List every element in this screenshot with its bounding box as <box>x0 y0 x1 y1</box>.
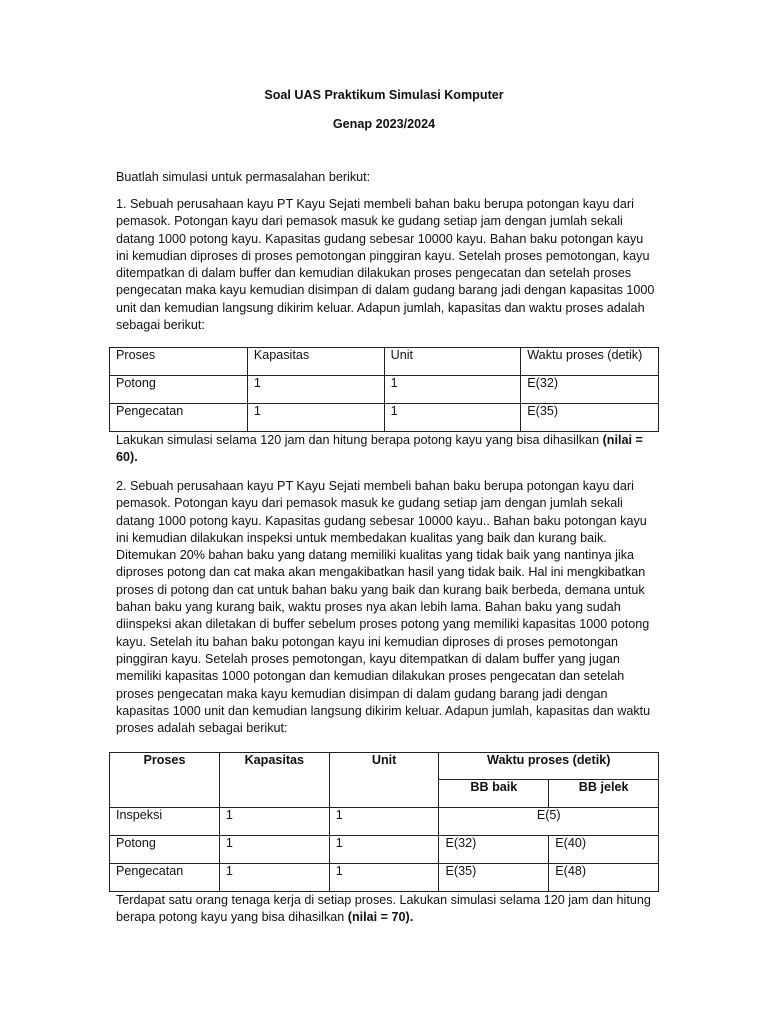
question-1-footer <box>116 432 658 467</box>
table-cell: 1 <box>329 836 439 864</box>
table-subheader-cell: BB baik <box>439 780 549 808</box>
table-cell: E(48) <box>549 864 659 892</box>
table-row <box>110 404 659 432</box>
table-cell: E(35) <box>521 404 659 432</box>
table-header-cell: Kapasitas <box>219 753 329 808</box>
table-cell: 1 <box>329 864 439 892</box>
table-cell: E(5) <box>439 808 659 836</box>
table-cell: 1 <box>219 836 329 864</box>
table-cell: 1 <box>384 404 521 432</box>
question-2-table <box>109 752 659 892</box>
table-cell: E(35) <box>439 864 549 892</box>
question-1-text: 1. Sebuah perusahaan kayu PT Kayu Sejati membeli bahan baku berupa potongan kayu dari pemasok. Potongan kayu dari pemasok masuk ke gudang setiap jam dengan jumlah sekali datang 1000 potong kayu. Kapasitas gudang sebesar 10000 kayu. Bahan baku potongan kayu ini kemudian diproses di proses pemotongan pinggiran kayu. Setelah proses pemotongan, kayu ditempatkan di dalam buffer dan kemudian dilakukan proses pengecatan dan setelah proses pengecatan maka kayu kemudian disimpan di dalam gudang barang jadi dengan kapasitas 1000 unit dan kemudian langsung dikirim keluar. Adapun jumlah, kapasitas dan waktu proses adalah sebagai berikut: <box>116 197 655 333</box>
table-cell: 1 <box>247 376 384 404</box>
table-cell: Inspeksi <box>110 808 220 836</box>
document-subtitle: Genap 2023/2024 <box>332 117 436 131</box>
question-1-table <box>109 347 659 432</box>
table-header-cell: Waktu proses (detik) <box>521 348 659 376</box>
table-cell: Potong <box>110 836 220 864</box>
question-2-footer <box>116 892 658 927</box>
table-header-cell: Unit <box>384 348 521 376</box>
table-cell: Pengecatan <box>110 404 248 432</box>
table-header-cell: Proses <box>110 753 220 808</box>
table-cell: 1 <box>384 376 521 404</box>
table-cell: 1 <box>247 404 384 432</box>
question-1-instruction: Lakukan simulasi selama 120 jam dan hitung berapa potong kayu yang bisa dihasilkan <box>116 433 603 447</box>
table-cell: 1 <box>329 808 439 836</box>
question-1-score: (nilai = 60). <box>116 433 643 465</box>
intro-text: Buatlah simulasi untuk permasalahan berikut: <box>116 170 371 184</box>
table-row <box>110 864 659 892</box>
table-header-cell: Waktu proses (detik) <box>439 753 659 780</box>
table-header-row <box>110 753 659 780</box>
table-cell: 1 <box>219 864 329 892</box>
table-header-row <box>110 348 659 376</box>
table-row <box>110 836 659 864</box>
table-cell: E(32) <box>521 376 659 404</box>
table-cell: E(32) <box>439 836 549 864</box>
question-2-text: 2. Sebuah perusahaan kayu PT Kayu Sejati membeli bahan baku berupa potongan kayu dari pemasok. Potongan kayu dari pemasok masuk ke gudang setiap jam dengan jumlah sekali datang 1000 potong kayu. Kapasitas gudang sebesar 10000 kayu.. Bahan baku potongan kayu ini kemudian dilakukan inspeksi untuk membedakan kualitas yang baik dan kurang baik. Ditemukan 20% bahan baku yang datang memiliki kualitas yang tidak baik yang nantinya jika diproses potong dan cat maka akan mengakibatkan hasil yang tidak baik. Hal ini mengkibatkan proses di potong dan cat untuk bahan baku yang baik dan kurang baik berbeda, demana untuk bahan baku yang kurang baik, waktu proses nya akan lebih lama. Bahan baku yang sudah diinspeksi akan diletakan di buffer sebelum proses potong yang memiliki kapasitas 1000 potong kayu. Setelah itu bahan baku potongan kayu ini kemudian diproses di proses pemotongan pinggiran kayu. Setelah proses pemotongan, kayu ditempatkan di dalam buffer yang jugan memiliki kapasitas 1000 potongan dan kemudian dilakukan proses pengecatan dan setelah proses pengecatan maka kayu kemudian disimpan di dalam gudang barang jadi dengan kapasitas 1000 unit dan kemudian langsung dikirim keluar. Adapun jumlah, kapasitas dan waktu proses adalah sebagai berikut: <box>116 479 651 736</box>
document-title: Soal UAS Praktikum Simulasi Komputer <box>264 88 504 102</box>
table-header-cell: Unit <box>329 753 439 808</box>
table-cell: Potong <box>110 376 248 404</box>
table-row <box>110 376 659 404</box>
question-2-score: (nilai = 70). <box>347 910 414 925</box>
question-2-instruction: Terdapat satu orang tenaga kerja di setiap proses. Lakukan simulasi selama 120 jam dan hitung berapa potong kayu yang bisa dihasilkan <box>116 893 651 925</box>
table-subheader-cell: BB jelek <box>549 780 659 808</box>
table-header-cell: Kapasitas <box>247 348 384 376</box>
table-row <box>110 808 659 836</box>
table-cell: 1 <box>219 808 329 836</box>
table-header-cell: Proses <box>110 348 248 376</box>
table-cell: E(40) <box>549 836 659 864</box>
table-cell: Pengecatan <box>110 864 220 892</box>
